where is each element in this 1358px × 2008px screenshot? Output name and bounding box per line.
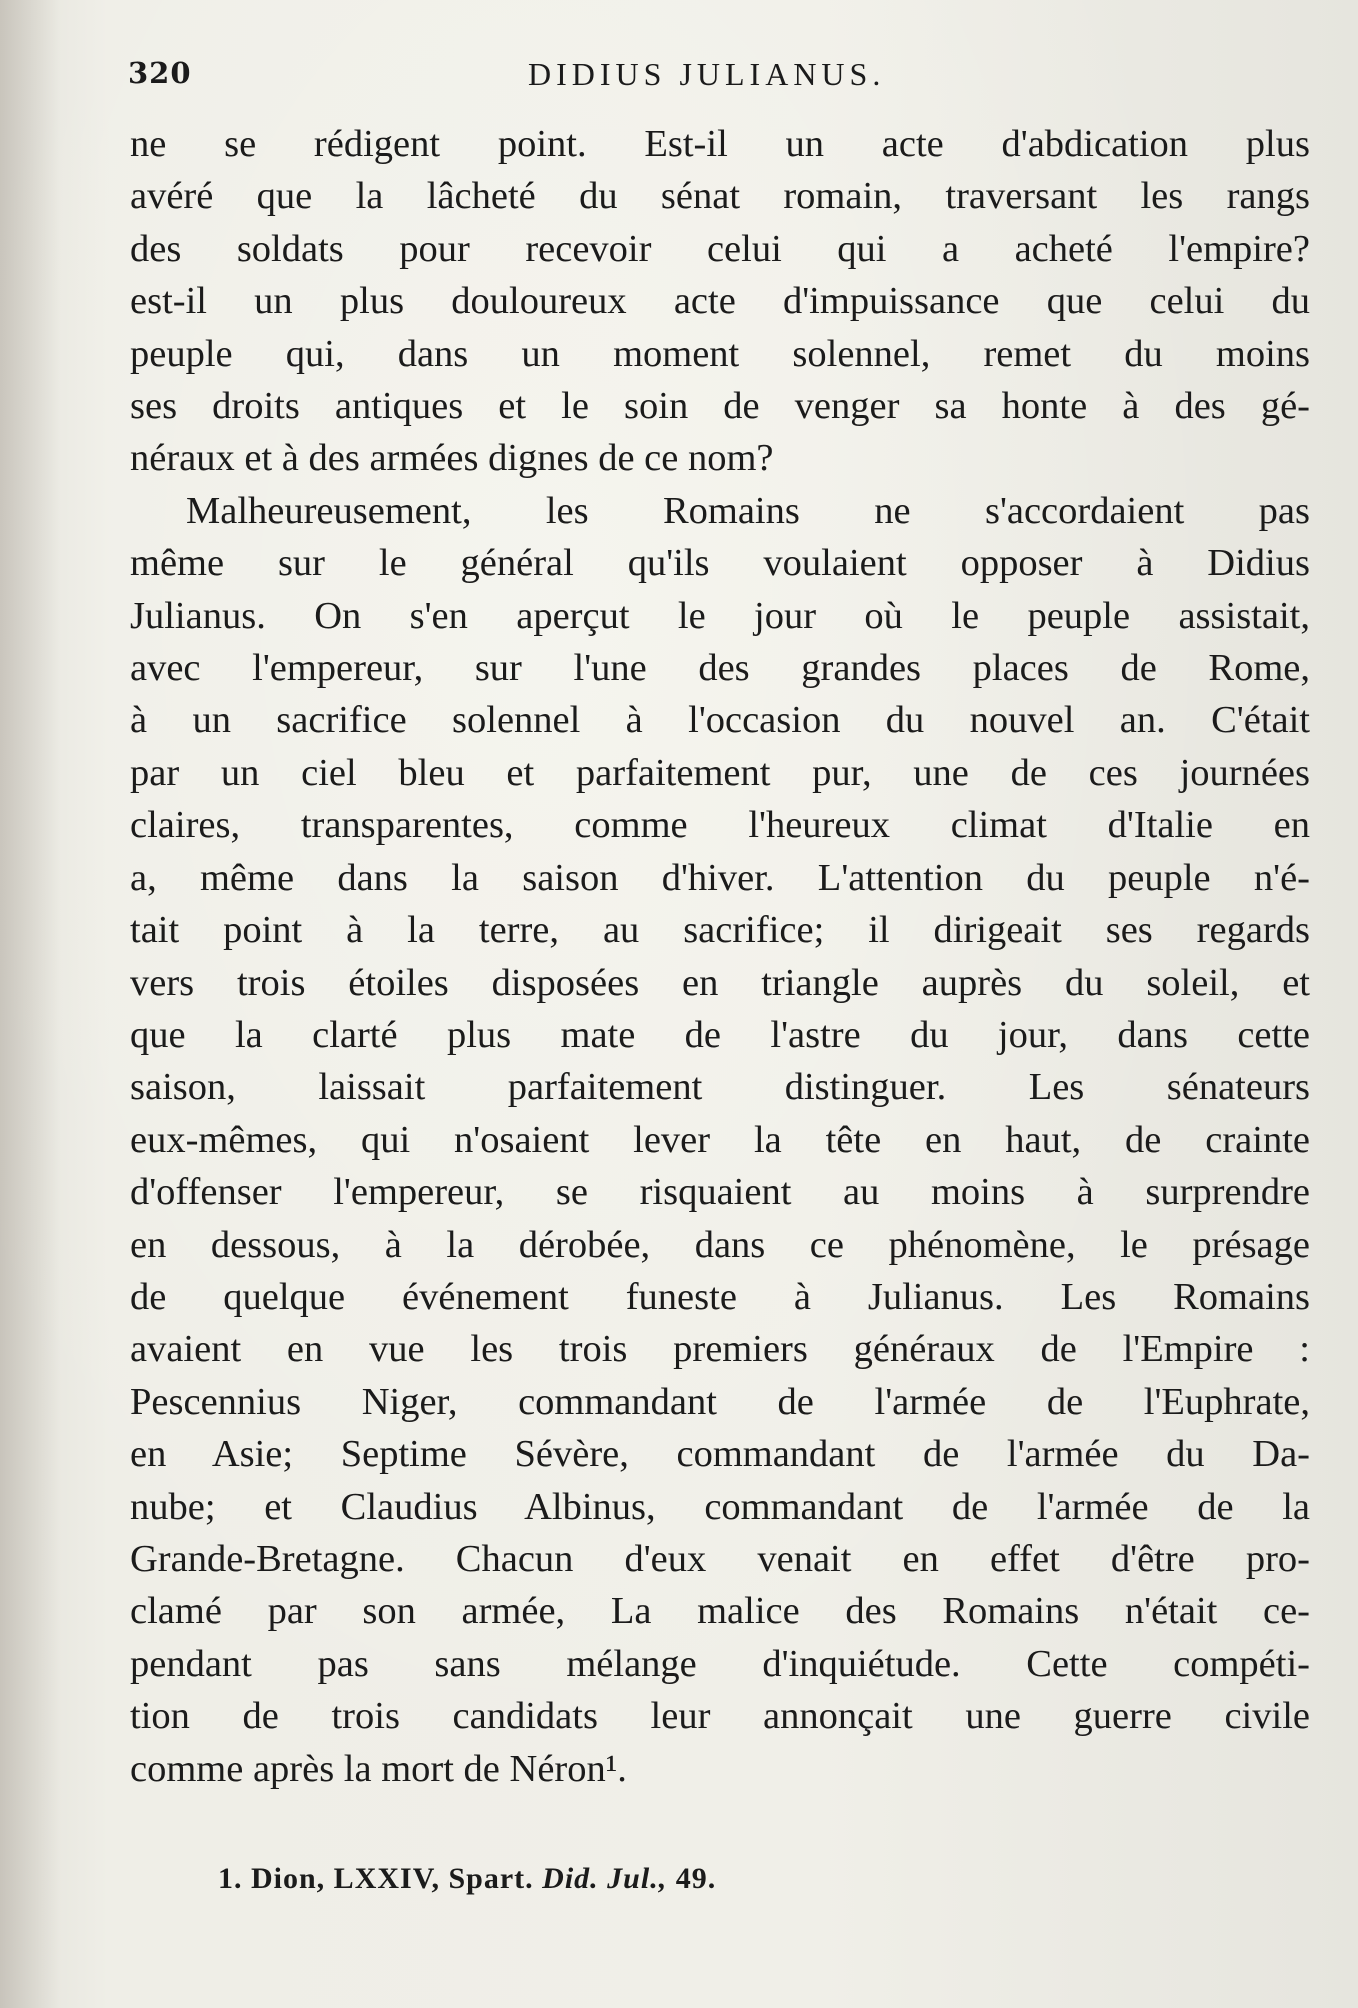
- footnote-italic-ref: Did. Jul.,: [542, 1862, 668, 1895]
- text-line: Julianus. On s'en aperçut le jour où le peuple assistait,: [130, 594, 1310, 637]
- running-head: [128, 56, 1328, 96]
- text-line: de quelque événement funeste à Julianus. Les Romains: [130, 1275, 1310, 1318]
- text-line: avaient en vue les trois premiers généraux de l'Empire :: [130, 1328, 1310, 1371]
- text-line: clamé par son armée, La malice des Romains n'était ce-: [130, 1590, 1310, 1633]
- text-line: avec l'empereur, sur l'une des grandes places de Rome,: [130, 647, 1310, 690]
- text-line: Grande-Bretagne. Chacun d'eux venait en effet d'être pro-: [130, 1537, 1310, 1580]
- footnote-text: Dion, LXXIV, Spart.: [251, 1862, 534, 1895]
- text-line: d'offenser l'empereur, se risquaient au moins à surprendre: [130, 1171, 1310, 1214]
- running-title: DIDIUS JULIANUS.: [528, 56, 886, 92]
- text-line: néraux et à des armées dignes de ce nom?: [130, 437, 774, 480]
- text-line: tait point à la terre, au sacrifice; il dirigeait ses regards: [130, 909, 1310, 952]
- text-line: à un sacrifice solennel à l'occasion du nouvel an. C'était: [130, 699, 1310, 742]
- paragraph: [130, 485, 1310, 1795]
- text-line: pendant pas sans mélange d'inquiétude. Cette compéti-: [130, 1642, 1310, 1685]
- text-line: ses droits antiques et le soin de venger sa honte à des gé-: [130, 385, 1310, 428]
- text-line: tion de trois candidats leur annonçait une guerre civile: [130, 1695, 1310, 1738]
- binding-shadow: [0, 0, 60, 2008]
- text-line: par un ciel bleu et parfaitement pur, une de ces journées: [130, 751, 1310, 794]
- text-line: que la clarté plus mate de l'astre du jour, dans cette: [130, 1013, 1310, 1056]
- body-text: [130, 118, 1310, 1795]
- text-line: a, même dans la saison d'hiver. L'attention du peuple n'é-: [130, 856, 1310, 899]
- text-line: en Asie; Septime Sévère, commandant de l'armée du Da-: [130, 1433, 1310, 1476]
- text-line: avéré que la lâcheté du sénat romain, traversant les rangs: [130, 175, 1310, 218]
- text-line: eux-mêmes, qui n'osaient lever la tête en haut, de crainte: [130, 1118, 1310, 1161]
- footnote-page-ref: 49.: [675, 1862, 717, 1895]
- text-line: nube; et Claudius Albinus, commandant de l'armée de la: [130, 1485, 1310, 1528]
- text-line: ne se rédigent point. Est-il un acte d'abdication plus: [130, 123, 1310, 165]
- footnote-number: 1.: [218, 1862, 243, 1895]
- text-line: même sur le général qu'ils voulaient opposer à Didius: [130, 542, 1310, 585]
- footnote: [218, 1862, 716, 1896]
- text-line: peuple qui, dans un moment solennel, remet du moins: [130, 332, 1310, 375]
- page-number: 320: [128, 56, 192, 90]
- text-line: des soldats pour recevoir celui qui a acheté l'empire?: [130, 227, 1310, 270]
- text-line: Malheureusement, les Romains ne s'accordaient pas: [186, 489, 1310, 532]
- text-line: saison, laissait parfaitement distinguer. Les sénateurs: [130, 1066, 1310, 1109]
- paragraph: [130, 118, 1310, 485]
- text-line: claires, transparentes, comme l'heureux climat d'Italie en: [130, 804, 1310, 847]
- text-line: comme après la mort de Néron¹.: [130, 1747, 627, 1790]
- text-line: Pescennius Niger, commandant de l'armée de l'Euphrate,: [130, 1380, 1310, 1423]
- text-line: vers trois étoiles disposées en triangle auprès du soleil, et: [130, 961, 1310, 1004]
- text-line: est-il un plus douloureux acte d'impuissance que celui du: [130, 280, 1310, 323]
- text-line: en dessous, à la dérobée, dans ce phénomène, le présage: [130, 1223, 1310, 1266]
